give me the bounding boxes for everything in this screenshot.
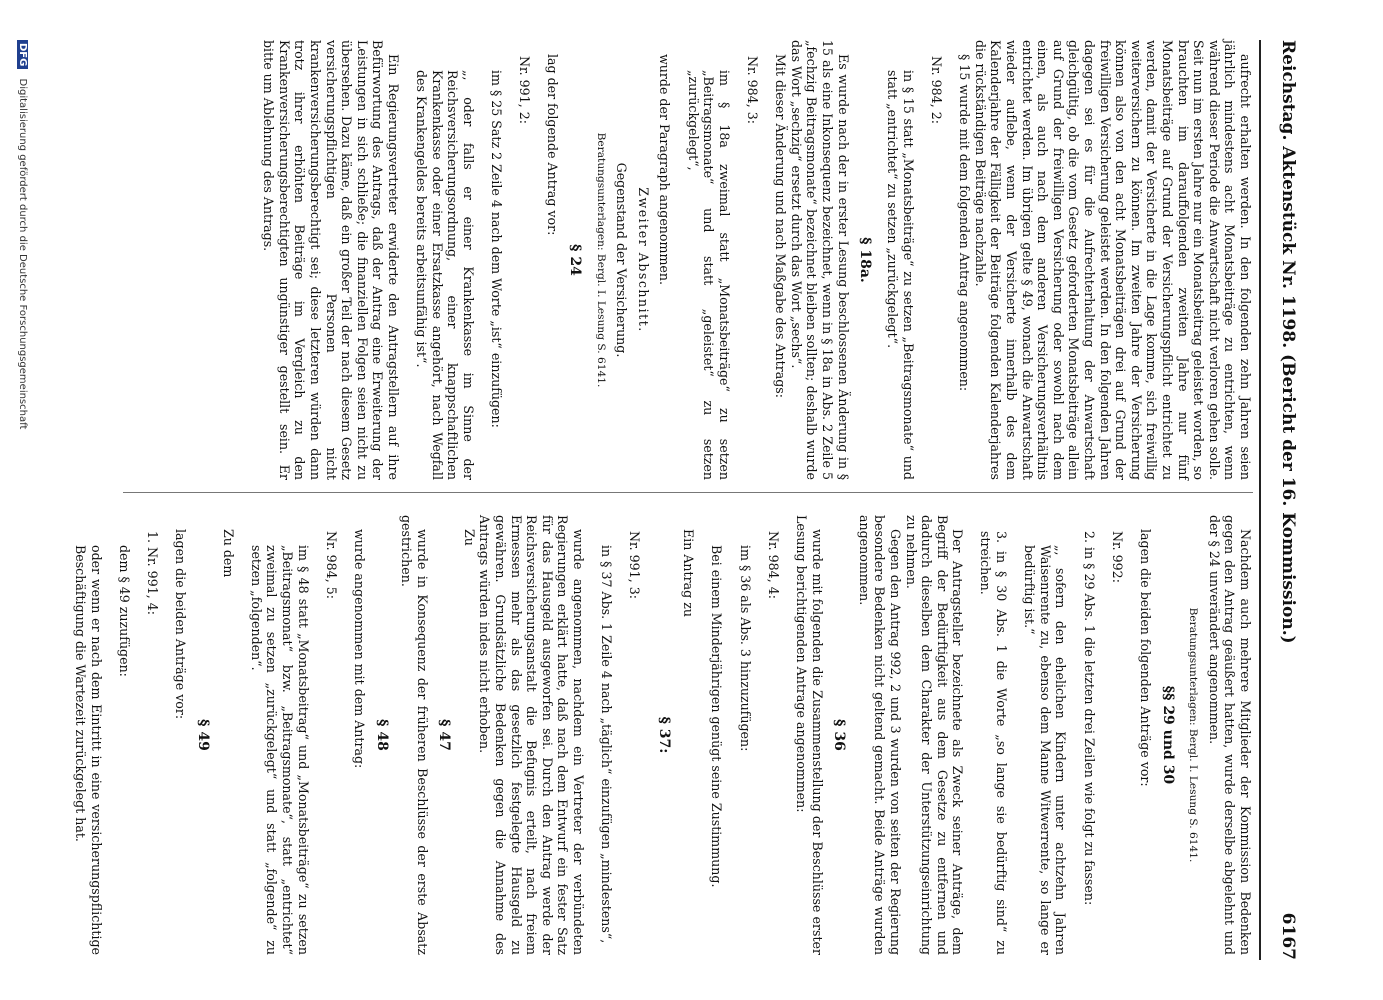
motion-text: in § 15 statt „Monatsbeiträge“ zu setzen „Beitragsmonate“ und statt „entrichtet“ zu setzen „zurückgelegt“. <box>885 70 916 480</box>
section-heading: § 48 <box>373 719 390 751</box>
motion-number: Nr. 991, 2: <box>517 56 533 124</box>
paragraph: Zu <box>461 529 477 546</box>
paragraph: Es wurde nach der in erster Lesung beschlossenen Änderung in § 15 als eine Inkonsequenz bezeichnet, wenn in § 18a in Abs. 2 Zeile 5 „fechzig Beitragsmonate“ bezeichnet bleiben sollten; deshalb wurde das Wort „sechzig“ ersetzt durch das Wort „sechs“. <box>788 40 851 480</box>
quoted-amendment: „, sofern den ehelichen Kindern unter achtzehn Jahren Waisenrente zu, ebenso dem Manne Witwerrente, so lange er bedürftig ist.“ <box>1022 545 1069 955</box>
paragraph: Nachdem auch mehrere Mitglieder der Kommission Bedenken gegen den Antrag geäußert hatten, wurde derselbe abgelehnt und der § 24 unverändert angenommen. <box>1206 515 1253 955</box>
paragraph: lagen die beiden Anträge vor: <box>173 529 189 720</box>
left-column <box>261 40 1253 480</box>
footer-text: Digitalisierung gefördert durch die Deutsche Forschungsgemeinschaft <box>17 78 28 430</box>
quoted-amendment: „, oder falls er einer Krankenkasse im Sinne der Reichsversicherungsordnung, einer knappschaftlichen Krankenkasse oder einer Ersatzkasse angehört, nach Wegfall des Krankengeldes bereits arbeitsunfähig ist“. <box>414 70 476 480</box>
motion-text: im § 48 statt „Monatsbeitrag“ und „Monatsbeiträge“ zu setzen „Beitragsmonat“ bzw. „Beitragsmonate“, statt „entrichtet“ zweimal zu setzen „zurückgelegt“ und statt „folgende“ zu setzen „folgenden“. <box>248 545 311 955</box>
motion-item: 2. in § 29 Abs. 1 die letzten drei Zeilen wie folgt zu fassen: <box>1081 531 1097 906</box>
section-heading: § 18a. <box>857 237 874 283</box>
digitization-footer <box>17 40 28 960</box>
motion-text: im § 18a zweimal statt „Monatsbeiträge“ zu setzen „Beitragsmonate“ und statt „geleistet“ zu setzen „zurückgelegt“, <box>685 70 732 480</box>
chapter-heading: Zweiter Abschnitt. <box>635 187 651 333</box>
reference-note: Beratungsunterlagen: Bergl. I. Lesung S. 6141. <box>594 132 607 388</box>
paragraph: wurde mit folgenden die Zusammenstellung der Beschlüsse erster Lesung berichtigenden Antrage angenommen: <box>793 515 825 955</box>
quoted-amendment: oder wenn er nach dem Eintritt in eine versicherungspflichtige Beschäftigung die Wartezeit zurückgelegt hat. <box>73 545 104 955</box>
column-divider <box>123 492 1253 493</box>
paragraph: Gegen den Antrag 992, 2 und 3 wurden von seiten der Regierung besondere Bedenken nicht geltend gemacht. Beide Anträge wurden angenommen. <box>856 515 903 955</box>
section-heading: § 47 <box>436 719 453 751</box>
paragraph: Ein Antrag zu <box>681 529 697 617</box>
right-column <box>60 515 1253 955</box>
page-header <box>1272 40 1298 960</box>
paragraph: Ein Regierungsvertreter erwiderte den Antragstellern auf ihre Befürwortung des Antrags, daß der Antrag eine Erweiterung der Leistungen in sich schließe; die finanziellen Folgen seien nicht zu übersehen. Dazu käme, daß ein großer Teil der nach diesem Gesetz versicherungspflichtigen Personen nicht krankenversicherungsberechtigt sei; diese letzteren würden dann trotz ihrer erhöhten Beiträge im Vergleich zu den Krankenversicherungsberechtigten ungünstiger gestellt sein. Er bitte um Ablehnung des Antrags. <box>261 40 401 480</box>
paragraph: lag der folgende Antrag vor: <box>545 54 561 236</box>
paragraph: lagen die beiden folgenden Anträge vor: <box>1138 529 1154 787</box>
motion-number: Nr. 984, 4: <box>765 531 781 599</box>
paragraph: wurde der Paragraph angenommen. <box>657 54 673 285</box>
section-heading: § 49 <box>195 719 211 751</box>
quoted-amendment: Bei einem Minderjährigen genügt seine Zustimmung. <box>709 545 725 888</box>
reference-note: Beratungsunterlagen: Bergl. I. Lesung S. 6141. <box>1187 607 1200 863</box>
motion-text: im § 36 als Abs. 3 hinzuzufügen: <box>737 545 753 752</box>
section-heading: § 24 <box>567 244 584 276</box>
motion-number: Nr. 992: <box>1109 531 1125 583</box>
motion-text: im § 25 Satz 2 Zeile 4 nach dem Worte „ist“ einzufügen: <box>489 70 505 428</box>
page-number: 6167 <box>1278 912 1298 960</box>
paragraph: wurde angenommen, nachdem ein Vertreter der verbündeten Regierungen erklärt hatte, daß nach dem Entwurf ein fester Satz für das Hausgeld ausgeworfen sei. Durch den Antrag werde der Reichsversicherungsanstalt die Befugnis erteilt, nach freiem Ermessen mehr als das gesetzlich festgelegte Hausgeld zu gewähren. Grundsätzliche Bedenken gegen die Annahme des Antrags würden indes nicht erhoben. <box>477 515 587 955</box>
running-head: Reichstag. Aktenstück Nr. 1198. (Bericht der 16. Kommission.) <box>1278 40 1298 644</box>
paragraph: wurde angenommen mit dem Antrag: <box>351 529 367 769</box>
motion-number: Nr. 984, 5: <box>323 531 339 599</box>
paragraph: Zu dem <box>220 529 236 578</box>
section-heading: § 37: <box>655 716 672 754</box>
paragraph: aufrecht erhalten werden. In den folgenden zehn Jahren seien jährlich mindestens acht Monatsbeiträge zu entrichten, wenn während dieser Periode die Anwartschaft nicht verloren gehen solle. Seit nun im ersten Jahre nur ein Monatsbeitrag geleistet worden, so brauchten im darauffolgenden zweiten Jahre nur fünf Monatsbeiträge auf Grund der Versicherungspflicht entrichtet zu werden, damit der Versicherte in die Lage komme, sich freiwillig weiterversichern zu können. Im zweiten Jahre der Versicherung können also von den acht Monatsbeiträgen drei auf Grund der freiwilligen Versicherung geleistet werden. In den folgenden Jahren dagegen sei es für die Aufrechterhaltung der Anwartschaft gleichgültig, ob die vom Gesetz geforderten Monatsbeiträge allein auf Grund der freiwilligen Versicherung oder sowohl nach dem einen, als auch nach dem anderen Versicherungsverhältnis entrichtet werden. Im übrigen gelte § 49, wonach die Anwartschaft wieder auflebe, wenn der Versicherte innerhalb des dem Kalenderjahre der Fälligkeit der Beiträge folgenden Kalenderjahres die rückständigen Beiträge nachzahle. <box>972 40 1253 480</box>
motion-item: 1. Nr. 991, 4: <box>145 531 161 615</box>
motion-number: Nr. 991, 3: <box>627 531 643 599</box>
chapter-subheading: Gegenstand der Versicherung. <box>614 162 630 358</box>
paragraph: Mit dieser Änderung und nach Maßgabe des Antrags: <box>773 54 789 399</box>
motion-text: in § 37 Abs. 1 Zeile 4 nach „täglich“ einzufügen „mindestens“, <box>599 545 615 944</box>
section-heading: § 36 <box>831 719 848 751</box>
paragraph: wurde in Konsequenz der früheren Beschlüsse der erste Absatz gestrichen. <box>399 515 430 955</box>
dfg-logo: DFG <box>17 40 28 69</box>
header-rule <box>1259 40 1261 960</box>
motion-item: 3. in § 30 Abs. 1 die Worte „so lange sie bedürftig sind“ zu streichen. <box>978 531 1010 955</box>
paragraph: Der Antragsteller bezeichnete als Zweck seiner Anträge, dem Begriff der Bedürftigkeit aus dem Gesetze zu entfernen und dadurch dieselben dem Charakter der Unterstützungseinrichtung zu nehmen. <box>903 515 966 955</box>
motion-number: Nr. 984, 3: <box>745 56 760 124</box>
motion-number: Nr. 984, 2: <box>929 56 945 124</box>
paragraph: § 15 wurde mit dem folgenden Antrag angenommen: <box>957 54 973 392</box>
section-heading: §§ 29 und 30 <box>1159 685 1176 785</box>
motion-text: dem § 49 zuzufügen: <box>117 545 133 677</box>
